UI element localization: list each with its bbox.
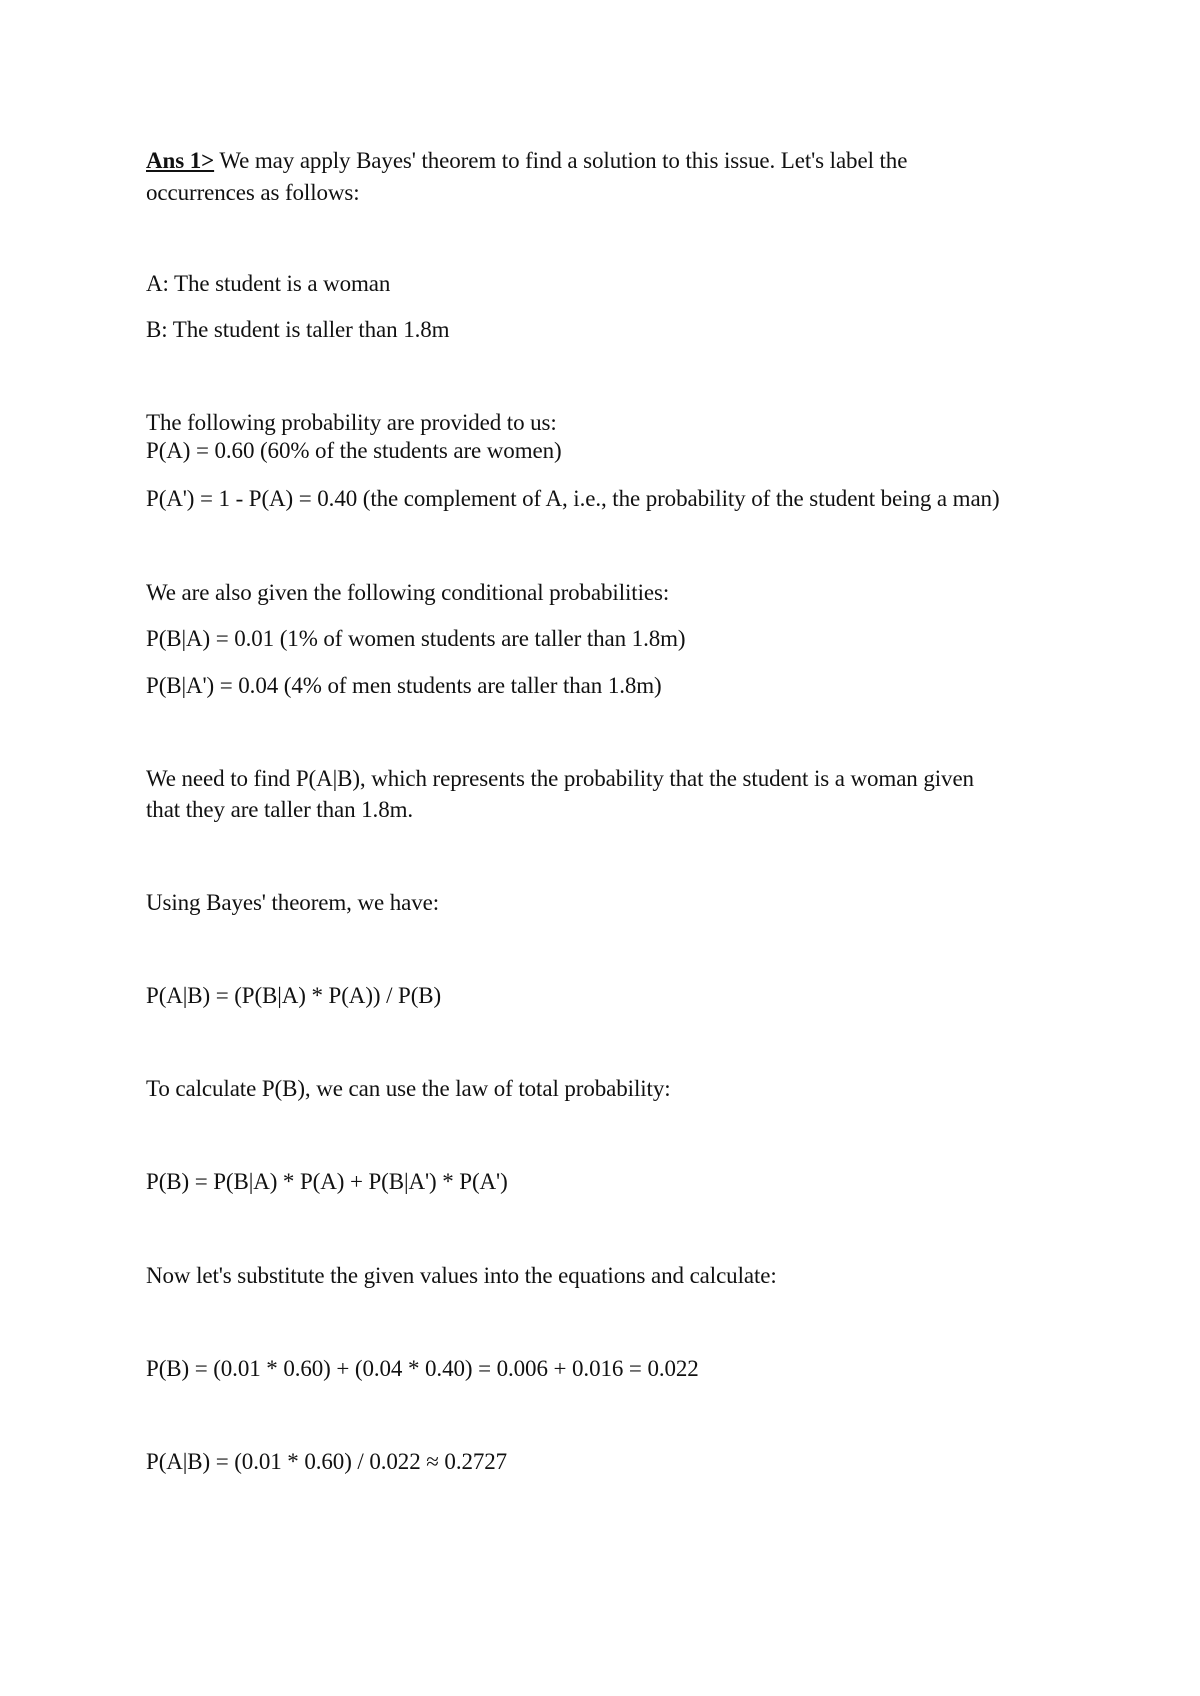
probability-a-given-b-calculation: P(A|B) = (0.01 * 0.60) / 0.022 ≈ 0.2727 [146, 1449, 508, 1474]
event-a-definition: A: The student is a woman [146, 271, 391, 296]
bayes-formula: P(A|B) = (P(B|A) * P(A)) / P(B) [146, 983, 442, 1008]
probability-b-given-a: P(B|A) = 0.01 (1% of women students are taller than 1.8m) [146, 626, 686, 651]
given-probabilities-intro: The following probability are provided to us: [146, 410, 557, 435]
intro-text: We may apply Bayes' theorem to find a solution to this issue. Let's label the [214, 148, 908, 173]
total-probability-intro: To calculate P(B), we can use the law of total probability: [146, 1076, 671, 1101]
total-probability-formula: P(B) = P(B|A) * P(A) + P(B|A') * P(A') [146, 1169, 508, 1194]
probability-a: P(A) = 0.60 (60% of the students are women) [146, 438, 562, 463]
event-b-definition: B: The student is taller than 1.8m [146, 317, 450, 342]
intro-paragraph-line-2: occurrences as follows: [146, 180, 360, 205]
goal-line-2: that they are taller than 1.8m. [146, 797, 414, 822]
goal-line-1: We need to find P(A|B), which represents the probability that the student is a woman given [146, 766, 974, 791]
bayes-theorem-intro: Using Bayes' theorem, we have: [146, 890, 440, 915]
probability-b-calculation: P(B) = (0.01 * 0.60) + (0.04 * 0.40) = 0.006 + 0.016 = 0.022 [146, 1356, 699, 1381]
intro-paragraph-line-1 [146, 146, 907, 176]
answer-heading: Ans 1> [146, 148, 215, 173]
substitution-intro: Now let's substitute the given values into the equations and calculate: [146, 1263, 777, 1288]
probability-b-given-a-complement: P(B|A') = 0.04 (4% of men students are taller than 1.8m) [146, 673, 662, 698]
conditional-probabilities-intro: We are also given the following conditional probabilities: [146, 580, 670, 605]
probability-a-complement: P(A') = 1 - P(A) = 0.40 (the complement of A, i.e., the probability of the student being a man) [146, 486, 1000, 511]
